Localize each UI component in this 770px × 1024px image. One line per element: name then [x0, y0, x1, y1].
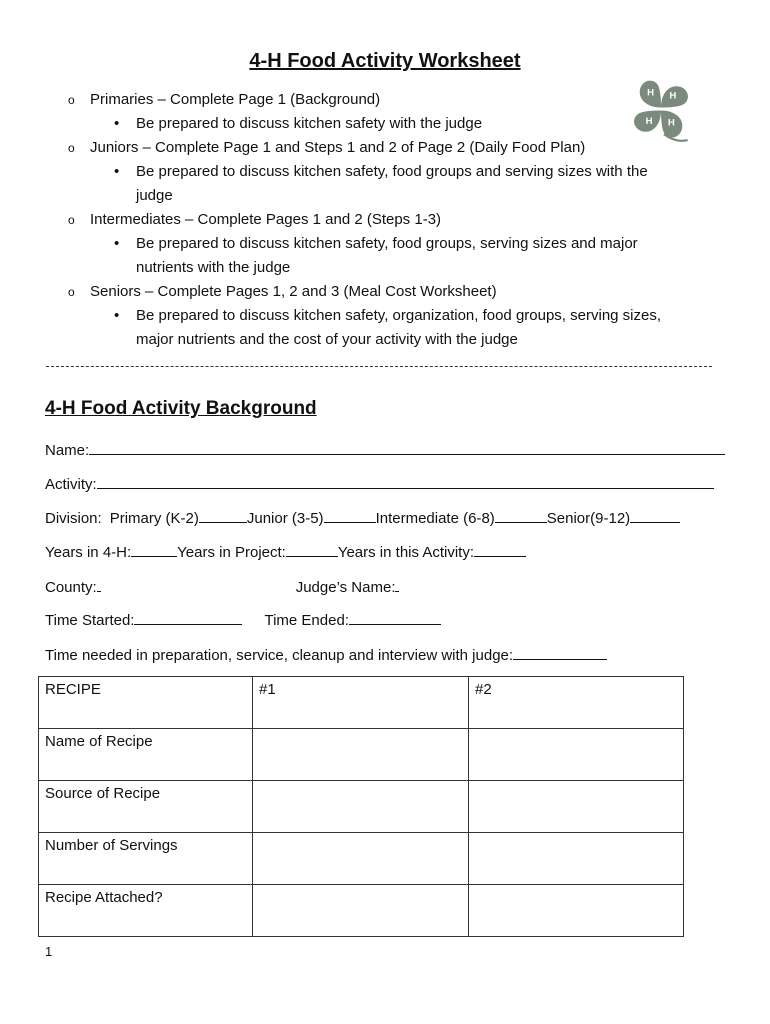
- time-needed-row: [45, 645, 607, 664]
- time-ended-field[interactable]: [349, 610, 441, 625]
- judge-name-label: Judge’s Name:: [295, 579, 396, 596]
- activity-row: [45, 474, 714, 493]
- activity-field[interactable]: [97, 474, 714, 489]
- division-intermediate-field[interactable]: [495, 508, 547, 523]
- instruction-seniors-detail: • Be prepared to discuss kitchen safety, organization, food groups, serving sizes, major nutrients and the cost of your activity with the judge: [114, 307, 662, 348]
- years-project-field[interactable]: [286, 542, 338, 557]
- county-field[interactable]: [97, 577, 101, 592]
- time-needed-field[interactable]: [513, 645, 607, 660]
- background-heading: 4-H Food Activity Background: [45, 398, 317, 419]
- division-senior-label: Senior(9-12): [546, 510, 631, 527]
- row-label-cell: Source of Recipe: [39, 781, 253, 833]
- page-number: 1: [45, 944, 53, 959]
- years-activity-label: Years in this Activity:: [337, 544, 474, 561]
- division-junior-label: Junior (3-5): [246, 510, 324, 527]
- time-started-field[interactable]: [134, 610, 242, 625]
- instruction-primaries: o Primaries – Complete Page 1 (Background): [68, 91, 381, 108]
- row-label-cell: Recipe Attached?: [39, 885, 253, 937]
- recipe-2-cell[interactable]: [469, 781, 684, 833]
- recipe-table: [38, 676, 684, 937]
- instruction-juniors-detail: • Be prepared to discuss kitchen safety, food groups and serving sizes with the judge: [114, 163, 648, 204]
- time-row: [45, 610, 441, 629]
- table-row: [39, 833, 684, 885]
- recipe-2-cell[interactable]: [469, 833, 684, 885]
- recipe-1-cell[interactable]: [253, 781, 469, 833]
- division-senior-field[interactable]: [630, 508, 680, 523]
- division-junior-field[interactable]: [324, 508, 376, 523]
- judge-name-field[interactable]: [395, 577, 399, 592]
- time-ended-label: Time Ended:: [264, 612, 349, 629]
- years-4h-label: Years in 4-H:: [45, 544, 132, 561]
- name-row: [45, 440, 725, 459]
- recipe-1-cell[interactable]: [253, 833, 469, 885]
- division-intermediate-label: Intermediate (6-8): [375, 510, 495, 527]
- instruction-seniors: o Seniors – Complete Pages 1, 2 and 3 (Meal Cost Worksheet): [68, 283, 497, 300]
- table-row: [39, 885, 684, 937]
- table-header-row: [39, 677, 684, 729]
- svg-text:H: H: [647, 87, 655, 99]
- row-label-cell: Name of Recipe: [39, 729, 253, 781]
- page-title: 4-H Food Activity Worksheet: [249, 50, 521, 72]
- instruction-juniors: o Juniors – Complete Page 1 and Steps 1 and 2 of Page 2 (Daily Food Plan): [68, 139, 586, 156]
- time-started-label: Time Started:: [45, 612, 135, 629]
- table-header-cell: #1: [253, 677, 469, 729]
- years-4h-field[interactable]: [131, 542, 177, 557]
- table-header-cell: RECIPE: [39, 677, 253, 729]
- instruction-intermediates: o Intermediates – Complete Pages 1 and 2 (Steps 1-3): [68, 211, 442, 228]
- name-label: Name:: [45, 442, 90, 459]
- table-header-cell: #2: [469, 677, 684, 729]
- county-label: County:: [45, 579, 97, 596]
- svg-text:H: H: [645, 115, 653, 127]
- division-row: [45, 508, 680, 527]
- division-label: Division:: [45, 510, 102, 527]
- table-row: [39, 781, 684, 833]
- instruction-list: [0, 88, 770, 352]
- time-needed-label: Time needed in preparation, service, cleanup and interview with judge:: [45, 647, 514, 664]
- years-activity-field[interactable]: [474, 542, 526, 557]
- division-primary-field[interactable]: [199, 508, 247, 523]
- table-row: [39, 729, 684, 781]
- instruction-intermediates-detail: • Be prepared to discuss kitchen safety, food groups, serving sizes and major nutrients with the judge: [114, 235, 638, 276]
- recipe-1-cell[interactable]: [253, 729, 469, 781]
- row-label-cell: Number of Servings: [39, 833, 253, 885]
- svg-text:H: H: [667, 117, 675, 129]
- svg-text:H: H: [669, 90, 677, 102]
- dashed-divider: [46, 366, 712, 367]
- activity-label: Activity:: [45, 476, 97, 493]
- years-project-label: Years in Project:: [177, 544, 286, 561]
- name-field[interactable]: [89, 440, 725, 455]
- recipe-2-cell[interactable]: [469, 729, 684, 781]
- years-row: [45, 542, 526, 561]
- recipe-1-cell[interactable]: [253, 885, 469, 937]
- instruction-primaries-detail: • Be prepared to discuss kitchen safety with the judge: [114, 115, 483, 132]
- division-primary-label: Primary (K-2): [109, 510, 199, 527]
- county-judge-row: [45, 577, 399, 596]
- recipe-2-cell[interactable]: [469, 885, 684, 937]
